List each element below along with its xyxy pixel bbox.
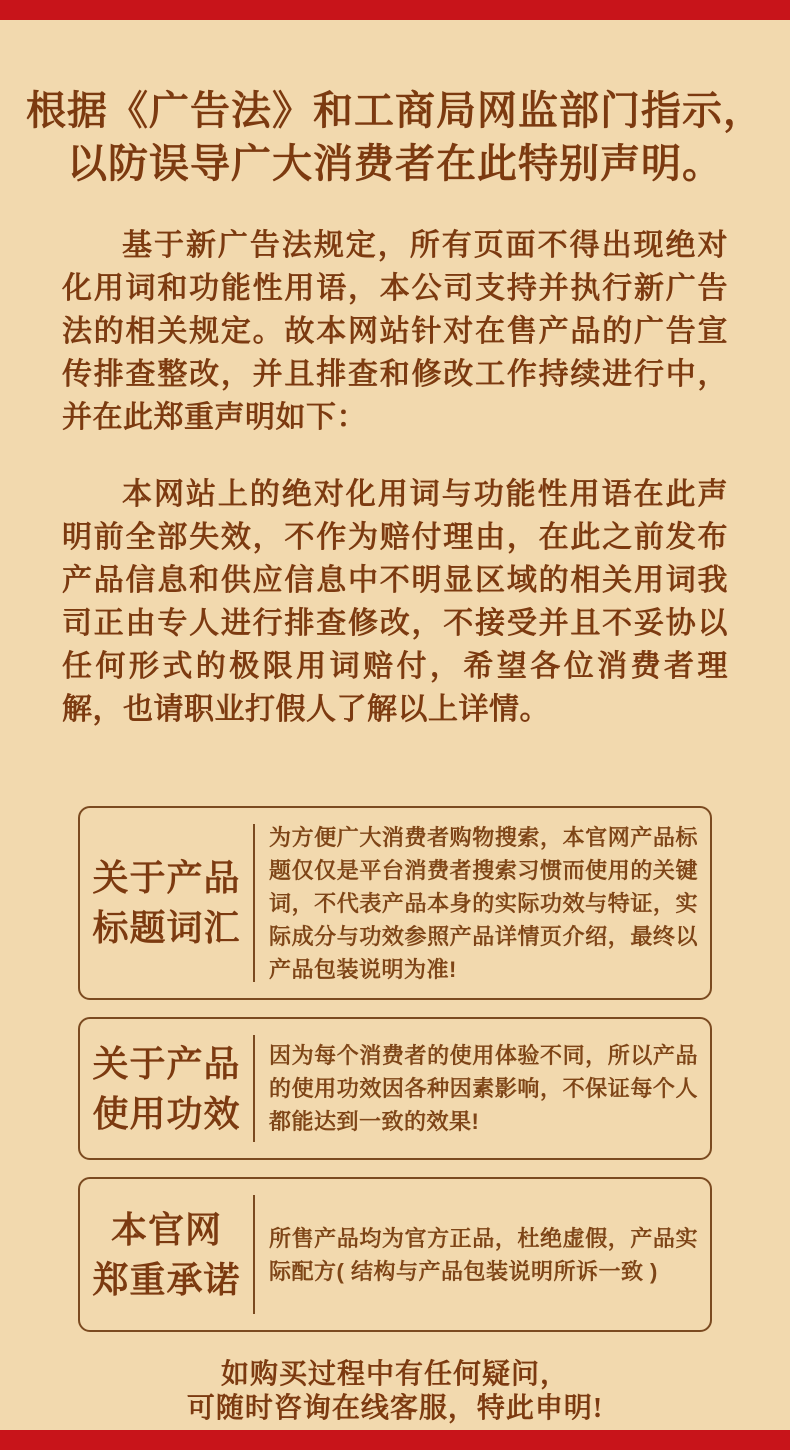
notice-box-body: 因为每个消费者的使用体验不同，所以产品的使用功效因各种因素影响，不保证每个人都能达到一致的效果! (269, 1043, 698, 1134)
notice-box-body: 所售产品均为官方正品，杜绝虚假，产品实际配方( 结构与产品包装说明所诉一致 ) (269, 1225, 698, 1284)
notice-box-label (80, 1179, 253, 1330)
notice-box-label-line-2: 郑重承诺 (92, 1259, 241, 1300)
notice-box-label-line-1: 关于产品 (92, 858, 241, 898)
notice-box-label (80, 1019, 253, 1158)
intro-paragraph: 基于新广告法规定，所有页面不得出现绝对化用词和功能性用语，本公司支持并执行新广告法的相关规定。故本网站针对在售产品的广告宣传排查整改，并且排查和修改工作持续进行中，并在此郑重声明如下： (62, 229, 728, 434)
title-line-1: 根据《广告法》和工商局网监部门指示， (26, 88, 764, 133)
notice-box-product-title (78, 806, 712, 1000)
notice-box-label-line-2: 标题词汇 (92, 908, 241, 948)
notice-box-label-line-1: 关于产品 (92, 1043, 241, 1084)
declaration-paragraph: 本网站上的绝对化用词与功能性用语在此声明前全部失效，不作为赔付理由，在此之前发布产品信息和供应信息中不明显区域的相关用词我司正由专人进行排查修改，不接受并且不妥协以任何形式的极限用词赔付，希望各位消费者理解，也请职业打假人了解以上详情。 (62, 478, 728, 726)
footer-line-2: 可随时咨询在线客服，特此申明! (186, 1393, 604, 1424)
notice-box-label (80, 808, 253, 998)
page-title (0, 0, 790, 190)
footer-note (0, 1358, 790, 1426)
notice-box-label-line-2: 使用功效 (92, 1093, 241, 1134)
notice-box-product-efficacy (78, 1017, 712, 1160)
notice-box-list (0, 806, 790, 1332)
top-red-bar (0, 0, 790, 20)
notice-box-label-line-1: 本官网 (110, 1209, 222, 1250)
footer-line-1: 如购买过程中有任何疑问， (220, 1359, 569, 1390)
notice-box-body: 为方便广大消费者购物搜索，本官网产品标题仅仅是平台消费者搜索习惯而使用的关键词，不代表产品本身的实际功效与特证，实际成分与功效参照产品详情页介绍，最终以产品包装说明为准! (269, 824, 698, 982)
title-line-2: 以防误导广大消费者在此特别声明。 (67, 141, 723, 186)
bottom-red-bar (0, 1430, 790, 1450)
notice-box-official-promise (78, 1177, 712, 1332)
